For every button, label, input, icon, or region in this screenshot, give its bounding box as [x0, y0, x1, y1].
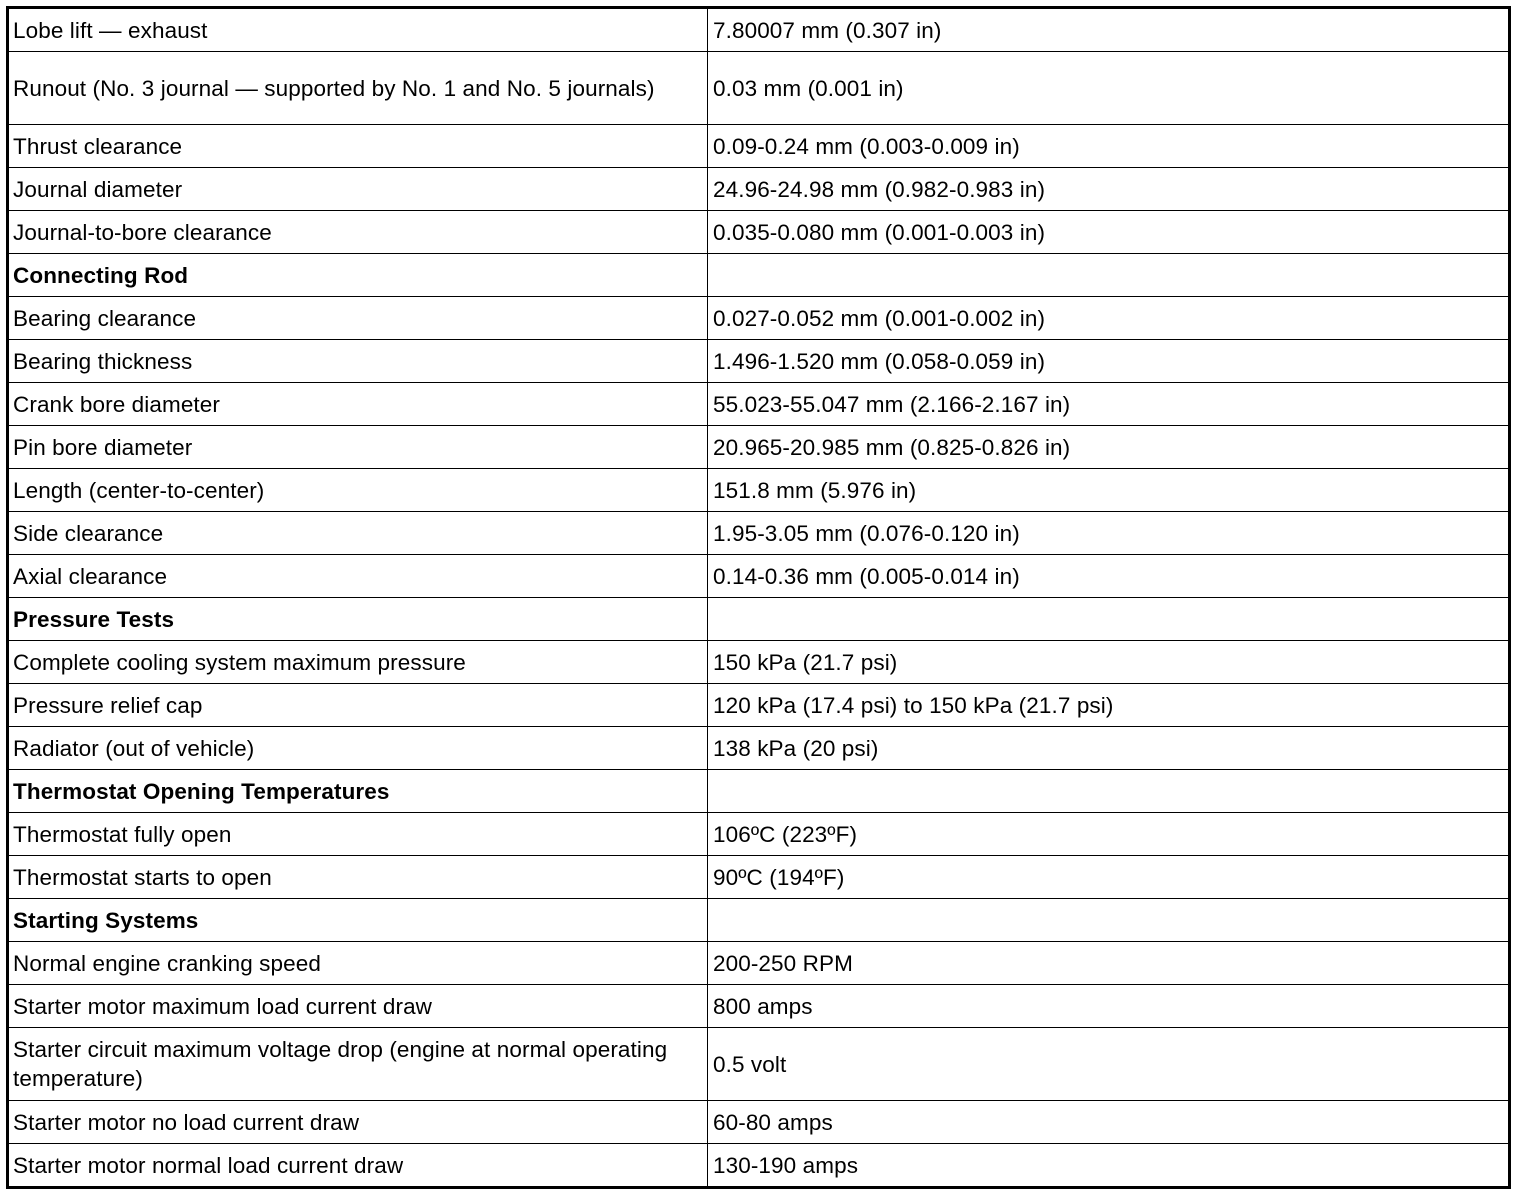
- table-row: [8, 426, 1510, 469]
- table-row: [8, 125, 1510, 168]
- spec-name: Lobe lift — exhaust: [8, 8, 708, 52]
- spec-name: Pressure relief cap: [8, 684, 708, 727]
- spec-value: 150 kPa (21.7 psi): [708, 641, 1510, 684]
- table-row: [8, 211, 1510, 254]
- table-row: [8, 340, 1510, 383]
- table-row: [8, 512, 1510, 555]
- table-row: [8, 8, 1510, 52]
- specifications-table: [6, 6, 1511, 1189]
- spec-value: [708, 770, 1510, 813]
- table-row: [8, 942, 1510, 985]
- section-title: Connecting Rod: [8, 254, 708, 297]
- spec-name: Starter motor no load current draw: [8, 1101, 708, 1144]
- spec-value: 7.80007 mm (0.307 in): [708, 8, 1510, 52]
- section-title: Thermostat Opening Temperatures: [8, 770, 708, 813]
- table-row: [8, 1028, 1510, 1101]
- spec-value: 90ºC (194ºF): [708, 856, 1510, 899]
- spec-name: Starter circuit maximum voltage drop (engine at normal operating temperature): [8, 1028, 708, 1101]
- spec-value: 1.496-1.520 mm (0.058-0.059 in): [708, 340, 1510, 383]
- table-row: [8, 856, 1510, 899]
- spec-value: 55.023-55.047 mm (2.166-2.167 in): [708, 383, 1510, 426]
- spec-name: Crank bore diameter: [8, 383, 708, 426]
- table-row: [8, 684, 1510, 727]
- table-row: [8, 52, 1510, 125]
- table-row: [8, 641, 1510, 684]
- spec-value: 200-250 RPM: [708, 942, 1510, 985]
- spec-value: 0.027-0.052 mm (0.001-0.002 in): [708, 297, 1510, 340]
- section-title: Pressure Tests: [8, 598, 708, 641]
- spec-name: Radiator (out of vehicle): [8, 727, 708, 770]
- spec-value: 106ºC (223ºF): [708, 813, 1510, 856]
- table-row: [8, 168, 1510, 211]
- spec-value: 120 kPa (17.4 psi) to 150 kPa (21.7 psi): [708, 684, 1510, 727]
- spec-name: Pin bore diameter: [8, 426, 708, 469]
- table-row: [8, 985, 1510, 1028]
- spec-value: [708, 254, 1510, 297]
- spec-name: Starter motor maximum load current draw: [8, 985, 708, 1028]
- spec-value: 24.96-24.98 mm (0.982-0.983 in): [708, 168, 1510, 211]
- spec-name: Side clearance: [8, 512, 708, 555]
- section-title: Starting Systems: [8, 899, 708, 942]
- table-row: [8, 555, 1510, 598]
- spec-name: Bearing clearance: [8, 297, 708, 340]
- table-row: [8, 469, 1510, 512]
- spec-name: Length (center-to-center): [8, 469, 708, 512]
- section-header-row: [8, 770, 1510, 813]
- spec-value: 0.14-0.36 mm (0.005-0.014 in): [708, 555, 1510, 598]
- specifications-table-body: [8, 8, 1510, 1188]
- section-header-row: [8, 598, 1510, 641]
- table-row: [8, 297, 1510, 340]
- table-row: [8, 813, 1510, 856]
- spec-value: 0.5 volt: [708, 1028, 1510, 1101]
- spec-value: 1.95-3.05 mm (0.076-0.120 in): [708, 512, 1510, 555]
- spec-name: Runout (No. 3 journal — supported by No. 1 and No. 5 journals): [8, 52, 708, 125]
- table-row: [8, 727, 1510, 770]
- spec-value: [708, 899, 1510, 942]
- section-header-row: [8, 899, 1510, 942]
- table-row: [8, 1144, 1510, 1188]
- table-row: [8, 383, 1510, 426]
- spec-name: Complete cooling system maximum pressure: [8, 641, 708, 684]
- section-header-row: [8, 254, 1510, 297]
- spec-name: Normal engine cranking speed: [8, 942, 708, 985]
- spec-value: 0.035-0.080 mm (0.001-0.003 in): [708, 211, 1510, 254]
- spec-name: Journal diameter: [8, 168, 708, 211]
- spec-name: Axial clearance: [8, 555, 708, 598]
- spec-value: 20.965-20.985 mm (0.825-0.826 in): [708, 426, 1510, 469]
- spec-value: 0.09-0.24 mm (0.003-0.009 in): [708, 125, 1510, 168]
- spec-name: Starter motor normal load current draw: [8, 1144, 708, 1188]
- spec-name: Thermostat starts to open: [8, 856, 708, 899]
- spec-name: Thermostat fully open: [8, 813, 708, 856]
- spec-value: 0.03 mm (0.001 in): [708, 52, 1510, 125]
- spec-name: Bearing thickness: [8, 340, 708, 383]
- spec-value: 800 amps: [708, 985, 1510, 1028]
- table-row: [8, 1101, 1510, 1144]
- spec-value: 151.8 mm (5.976 in): [708, 469, 1510, 512]
- spec-value: 138 kPa (20 psi): [708, 727, 1510, 770]
- spec-name: Journal-to-bore clearance: [8, 211, 708, 254]
- spec-value: 130-190 amps: [708, 1144, 1510, 1188]
- spec-value: 60-80 amps: [708, 1101, 1510, 1144]
- spec-name: Thrust clearance: [8, 125, 708, 168]
- spec-value: [708, 598, 1510, 641]
